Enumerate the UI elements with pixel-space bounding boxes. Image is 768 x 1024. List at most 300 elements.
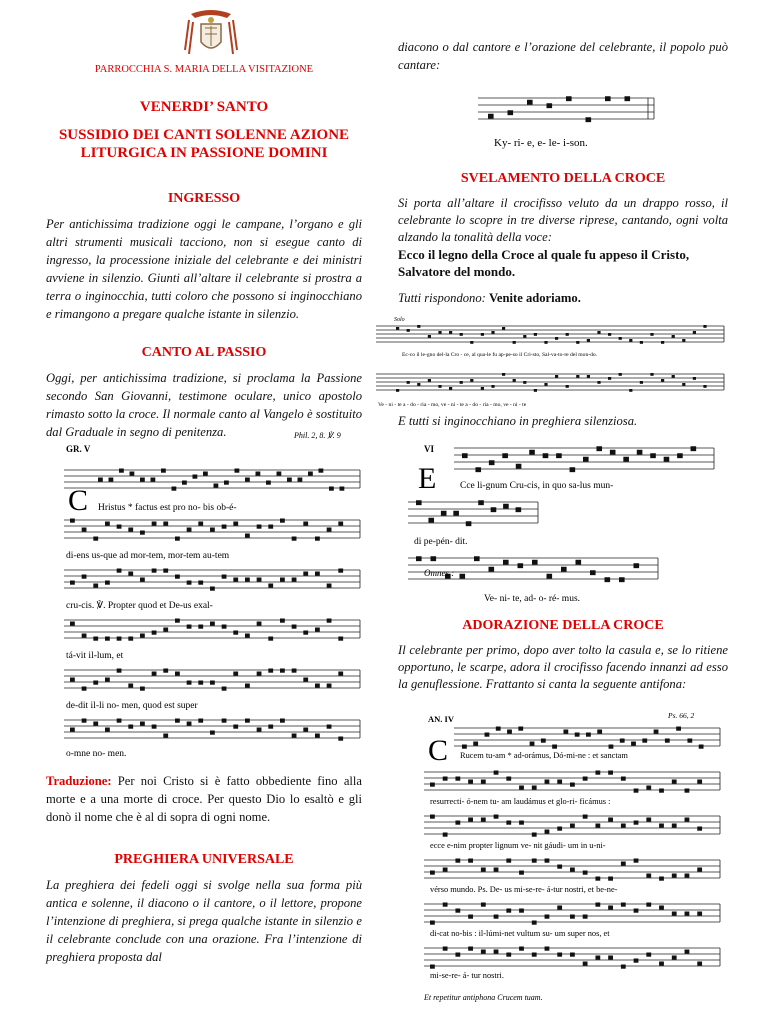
note	[502, 373, 505, 376]
neume	[685, 874, 690, 878]
neume	[70, 728, 75, 732]
neume	[327, 619, 332, 623]
neume	[430, 871, 435, 875]
neume	[105, 678, 110, 682]
neume	[590, 570, 596, 575]
neume	[175, 575, 180, 579]
kyrie-lyrics: Ky- ri- e, e- le- i-son.	[494, 137, 588, 149]
neume	[431, 556, 437, 561]
neume	[303, 631, 308, 635]
neume	[268, 584, 273, 588]
gradual-lyric-1: Hristus * factus est pro no- bis ob-é-	[98, 503, 237, 513]
neume	[430, 783, 435, 787]
note	[438, 331, 441, 334]
kyrie-staff	[478, 96, 654, 122]
neume	[634, 909, 639, 913]
neume	[547, 103, 553, 108]
note	[587, 375, 590, 378]
neume	[570, 915, 575, 919]
gradual-lyric-3: cru-cis. ℣. Propter quod et De-us exal-	[66, 601, 213, 611]
neume	[280, 719, 285, 723]
neume	[605, 577, 611, 582]
neume	[245, 478, 250, 482]
neume	[610, 450, 616, 455]
neume	[527, 100, 533, 105]
neume	[625, 96, 631, 101]
note	[534, 333, 537, 336]
note	[449, 331, 452, 334]
neume	[163, 522, 168, 526]
neume	[697, 827, 702, 831]
neume	[506, 859, 511, 863]
neume	[245, 634, 250, 638]
neume	[583, 815, 588, 819]
neume	[468, 859, 473, 863]
neume	[233, 725, 238, 729]
neume	[105, 581, 110, 585]
neume	[453, 511, 459, 516]
neume	[699, 745, 704, 749]
neume	[543, 453, 549, 458]
neume	[576, 560, 582, 565]
ecce-staves	[408, 446, 714, 582]
neume	[151, 478, 156, 482]
neume	[530, 742, 535, 746]
neume	[659, 962, 664, 966]
neume	[257, 578, 262, 582]
neume	[609, 745, 614, 749]
neume	[82, 687, 87, 691]
neume	[222, 719, 227, 723]
neume	[277, 472, 282, 476]
neume	[508, 110, 514, 115]
neume	[518, 727, 523, 731]
adorazione-heading: ADORAZIONE DELLA CROCE	[462, 618, 664, 633]
neume	[466, 521, 472, 526]
neume	[494, 915, 499, 919]
note	[470, 341, 473, 344]
neume	[315, 684, 320, 688]
neume	[646, 786, 651, 790]
neume	[416, 556, 422, 561]
neume	[677, 453, 683, 458]
gradual-chant-score	[64, 424, 364, 764]
ecce-lyrics-3: Ve- ni- te, ad- o- ré- mus.	[484, 594, 581, 604]
neume	[93, 537, 98, 541]
neume	[503, 504, 509, 509]
note	[544, 383, 547, 386]
neume	[292, 537, 297, 541]
neume	[595, 956, 600, 960]
note	[523, 381, 526, 384]
neume	[233, 578, 238, 582]
note	[481, 387, 484, 390]
note	[703, 385, 706, 388]
antiphon-lyric-3: ecce e-nim propter lignum ve- nit gáudi- um in u-ni-	[430, 841, 606, 850]
neume	[529, 450, 535, 455]
neume	[545, 915, 550, 919]
neume	[329, 487, 334, 491]
neume	[566, 96, 572, 101]
note	[534, 389, 537, 392]
note	[491, 331, 494, 334]
antiphon-lyric-5: di-cat no-bis : il-lúmi-net vultum su- um super nos, et	[430, 929, 610, 938]
neume	[257, 672, 262, 676]
neume	[210, 622, 215, 626]
neume	[130, 472, 135, 476]
antiphon-lyric-4: vérso mundo. Ps. De- us mi-se-re- á-tur nostri, et be-ne-	[430, 885, 618, 894]
note	[587, 339, 590, 342]
neume	[634, 789, 639, 793]
neume	[82, 719, 87, 723]
neume	[245, 534, 250, 538]
neume	[506, 777, 511, 781]
neume	[557, 906, 562, 910]
neume	[98, 478, 103, 482]
bishop-coat-of-arms-icon	[183, 10, 239, 58]
neume	[315, 734, 320, 738]
neume	[117, 637, 122, 641]
neume	[210, 528, 215, 532]
canto-passio-text: Oggi, per antichissima tradizione, si proclama la Passione secondo San Giovanni, testimone oculare, unico apostolo rimasto sotto la croce. Il normale canto al Vangelo è sostituito dal Graduale in segno di penitenza.	[46, 371, 362, 439]
note	[693, 331, 696, 334]
svelamento-response	[398, 289, 728, 307]
neume	[303, 728, 308, 732]
neume	[152, 725, 157, 729]
modern-staves	[376, 325, 724, 392]
neume	[455, 777, 460, 781]
neume	[187, 581, 192, 585]
neume	[233, 631, 238, 635]
neume	[506, 953, 511, 957]
neume	[570, 824, 575, 828]
neume	[222, 687, 227, 691]
neume	[187, 528, 192, 532]
neume	[280, 578, 285, 582]
neume	[473, 742, 478, 746]
neume	[519, 821, 524, 825]
neume	[532, 786, 537, 790]
neume	[570, 953, 575, 957]
neume	[175, 619, 180, 623]
ecce-modern-lyrics-1: Ec-co il le-gno del-la Cro - ce, al qua-le fu ap-pe-so il Cri-sto, Sal-va-to-re del mon-do.	[402, 352, 598, 358]
neume	[596, 446, 602, 451]
neume	[93, 584, 98, 588]
note	[481, 333, 484, 336]
ecce-initial: E	[418, 462, 437, 495]
neume	[187, 722, 192, 726]
note	[470, 379, 473, 382]
neume	[175, 672, 180, 676]
ginocchio-text: E tutti si inginocchiano in preghiera silenziosa.	[398, 414, 638, 428]
neume	[552, 745, 557, 749]
neume	[557, 780, 562, 784]
neume	[642, 739, 647, 743]
svelamento-acclamation: Ecco il legno della Croce al quale fu appeso il Cristo, Salvatore del mondo.	[398, 247, 690, 279]
gradual-ref: Phil. 2, 8. ℣. 9	[294, 431, 341, 440]
note	[576, 375, 579, 378]
note	[619, 337, 622, 340]
neume	[140, 722, 145, 726]
neume	[93, 681, 98, 685]
neume	[462, 745, 467, 749]
neume	[462, 453, 468, 458]
note	[513, 341, 516, 344]
neume	[468, 818, 473, 822]
neume	[621, 777, 626, 781]
neume	[697, 780, 702, 784]
note	[650, 333, 653, 336]
note	[650, 373, 653, 376]
note	[417, 383, 420, 386]
neume	[687, 739, 692, 743]
neume	[455, 859, 460, 863]
neume	[105, 728, 110, 732]
neume	[608, 771, 613, 775]
neume	[545, 859, 550, 863]
neume	[70, 519, 75, 523]
response-label: Tutti rispondono:	[398, 291, 486, 305]
note	[629, 389, 632, 392]
note	[438, 385, 441, 388]
neume	[119, 469, 124, 473]
neume	[203, 472, 208, 476]
neume	[128, 572, 133, 576]
traduzione-text: Per noi Cristo si è fatto obbediente fino alla morte e a una morte di croce. Per questo Dio lo esaltò e gli donò il nome che è al di sopra di ogni nome.	[46, 774, 362, 824]
note	[555, 375, 558, 378]
neume	[109, 478, 114, 482]
neume	[506, 821, 511, 825]
right-top-text: diacono o dal cantore e l’orazione del celebrante, il popolo può cantare:	[398, 40, 728, 72]
neume	[468, 780, 473, 784]
neume	[105, 637, 110, 641]
neume	[128, 528, 133, 532]
page-subtitle: SUSSIDIO DEI CANTI SOLENNE AZIONE LITURGICA IN PASSIONE DOMINI	[58, 127, 350, 161]
neume	[659, 906, 664, 910]
neume	[519, 871, 524, 875]
neume	[475, 467, 481, 472]
note	[523, 335, 526, 338]
neume	[172, 487, 177, 491]
neume	[82, 575, 87, 579]
neume	[506, 909, 511, 913]
neume	[70, 622, 75, 626]
neume	[416, 500, 422, 505]
neume	[672, 956, 677, 960]
gradual-lyric-2: di-ens us-que ad mor-tem, mor-tem au-tem	[66, 551, 230, 561]
neume	[507, 730, 512, 734]
neume	[595, 877, 600, 881]
neume	[468, 915, 473, 919]
neume	[117, 719, 122, 723]
neume	[608, 877, 613, 881]
neume	[532, 921, 537, 925]
neume	[621, 862, 626, 866]
neume	[665, 739, 670, 743]
neume	[595, 824, 600, 828]
neume	[338, 522, 343, 526]
neume	[502, 453, 508, 458]
neume	[583, 962, 588, 966]
neume	[631, 742, 636, 746]
neume	[485, 733, 490, 737]
neume	[481, 818, 486, 822]
neume	[443, 903, 448, 907]
neume	[198, 522, 203, 526]
neume	[697, 912, 702, 916]
note	[396, 389, 399, 392]
kyrie-chant-score	[478, 92, 668, 154]
note	[449, 387, 452, 390]
neume	[198, 719, 203, 723]
neume	[245, 719, 250, 723]
neume	[547, 574, 553, 579]
svelamento-text: Si porta all’altare il crocifisso veluto da un drappo rosso, il celebrante lo scopre in tre diverse riprese, cantando, ogni volta alzando la tonalità della voce:	[398, 196, 728, 244]
neume	[140, 531, 145, 535]
note	[629, 339, 632, 342]
traduzione-label: Traduzione:	[46, 774, 112, 788]
neume	[634, 859, 639, 863]
ecce-chant-score	[408, 438, 718, 608]
note	[682, 383, 685, 386]
antiphon-lyric-6: mi-se-re- á- tur nostri.	[430, 971, 504, 980]
traduzione-paragraph	[46, 772, 362, 826]
neume	[516, 507, 522, 512]
neume	[455, 909, 460, 913]
neume	[494, 950, 499, 954]
neume	[545, 780, 550, 784]
neume	[672, 912, 677, 916]
neume	[308, 472, 313, 476]
neume	[210, 731, 215, 735]
neume	[280, 669, 285, 673]
neume	[646, 874, 651, 878]
neume	[545, 830, 550, 834]
response-text: Venite adoriamo.	[488, 291, 581, 305]
neume	[455, 821, 460, 825]
neume	[532, 560, 538, 565]
note	[703, 325, 706, 328]
neume	[280, 619, 285, 623]
neume	[268, 637, 273, 641]
note	[460, 381, 463, 384]
neume	[518, 563, 524, 568]
antiphon-lyric-2: resurrecti- ó-nem tu- am laudámus et glo-ri- ficámus :	[430, 797, 611, 806]
note	[513, 379, 516, 382]
neume	[583, 915, 588, 919]
neume	[235, 469, 240, 473]
neume	[672, 780, 677, 784]
neume	[532, 859, 537, 863]
neume	[697, 962, 702, 966]
antiphon-footer: Et repetitur antiphona Crucem tuam.	[424, 993, 543, 1002]
neume	[292, 734, 297, 738]
neume	[595, 903, 600, 907]
note	[407, 329, 410, 332]
neume	[481, 868, 486, 872]
neume	[428, 518, 434, 523]
adorazione-text: Il celebrante per primo, dopo aver tolto la casula e, se lo ritiene opportuno, le scarpe, adora il crocifisso facendo innanzi ad esso la genuflessione. Frattanto si canta la seguente antifona:	[398, 643, 728, 691]
neume	[117, 525, 122, 529]
neume	[519, 909, 524, 913]
antiphon-chant-score	[424, 708, 724, 1024]
neume	[561, 567, 567, 572]
neume	[430, 921, 435, 925]
neume	[193, 475, 198, 479]
neume	[620, 739, 625, 743]
note	[460, 333, 463, 336]
neume	[280, 519, 285, 523]
preghiera-text: La preghiera dei fedeli oggi si svolge nella sua forma più antica e solenne, il diacono o il cantore, o il lettore, propone l’intenzione di preghiera, si prega qualche istante in silenzio e il celebrante conclude con una orazione. Fra l’intenzione di preghiera proposta dal	[46, 878, 362, 964]
neume	[152, 631, 157, 635]
neume	[583, 871, 588, 875]
antiphon-initial: C	[428, 734, 449, 767]
neume	[494, 815, 499, 819]
gradual-lyric-4: tá-vit il-lum, et	[66, 651, 124, 661]
neume	[222, 625, 227, 629]
neume	[557, 827, 562, 831]
neume	[575, 733, 580, 737]
neume	[570, 467, 576, 472]
antiphon-mode: AN. IV	[428, 714, 454, 724]
neume	[140, 634, 145, 638]
ecce-lyrics-1: Cce li-gnum Cru-cis, in quo sa-lus mun-	[460, 481, 614, 491]
neume	[338, 569, 343, 573]
neume	[298, 478, 303, 482]
neume	[608, 956, 613, 960]
neume	[586, 117, 592, 122]
neume	[623, 457, 629, 462]
neume	[659, 877, 664, 881]
neume	[654, 730, 659, 734]
neume	[664, 457, 670, 462]
neume	[93, 722, 98, 726]
note	[566, 385, 569, 388]
neume	[245, 684, 250, 688]
neume	[621, 965, 626, 969]
neume	[257, 728, 262, 732]
neume	[214, 484, 219, 488]
note	[396, 327, 399, 330]
note	[640, 381, 643, 384]
neume	[634, 821, 639, 825]
neume	[128, 725, 133, 729]
neume	[541, 739, 546, 743]
neume	[292, 625, 297, 629]
note	[407, 381, 410, 384]
neume	[608, 906, 613, 910]
neume	[685, 950, 690, 954]
neume	[489, 567, 495, 572]
gradual-mode: GR. V	[66, 444, 91, 454]
neume	[646, 953, 651, 957]
note	[555, 337, 558, 340]
neume	[519, 947, 524, 951]
neume	[70, 581, 75, 585]
neume	[570, 868, 575, 872]
solo-label: Solo	[394, 317, 405, 323]
neume	[583, 777, 588, 781]
neume	[222, 525, 227, 529]
neume	[140, 578, 145, 582]
note	[566, 333, 569, 336]
neume	[315, 537, 320, 541]
neume	[516, 464, 522, 469]
neume	[140, 478, 145, 482]
neume	[233, 672, 238, 676]
neume	[557, 865, 562, 869]
note	[428, 335, 431, 338]
